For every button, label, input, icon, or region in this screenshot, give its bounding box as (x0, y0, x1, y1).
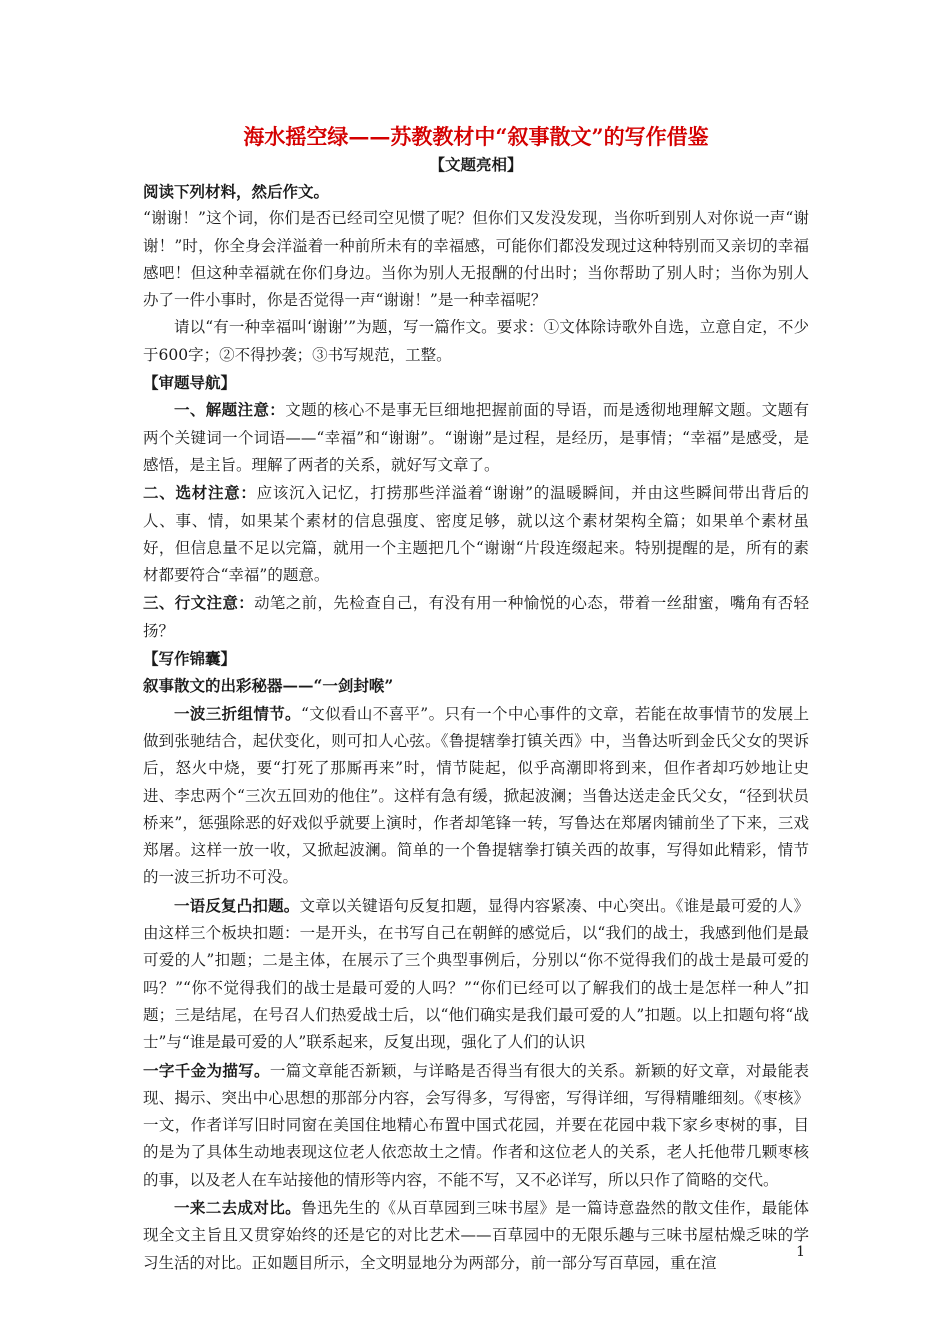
prompt-intro: 阅读下列材料，然后作文。 (143, 182, 330, 201)
material-paragraph: “谢谢！”这个词，你们是否已经司空见惯了呢？但你们又发没发现，当你听到别人对你说一声“谢谢！”时，你全身会洋溢着一种前所未有的幸福感，可能你们都没发现过这种特别而又亲切的幸福感吧！但这种幸福就在你们身边。当你为别人无报酬的付出时；当你帮助了别人时；当你为别人办了一件小事时，你是否觉得一声“谢谢！”是一种幸福呢？ (143, 209, 809, 310)
nav-item-2-text: 应该沉入记忆，打捞那些洋溢着“谢谢”的温暖瞬间，并由这些瞬间带出背后的人、事、情，如果某个素材的信息强度、密度足够，就以这个素材架构全篇；如果单个素材虽好，但信息量不足以完篇，就用一个主题把几个“谢谢“片段连缀起来。特别提醒的是，所有的素材都要符合“幸福”的题意。 (143, 484, 809, 585)
tip-3-label: 一字千金为描写。 (143, 1060, 270, 1080)
tip-3 (143, 1057, 809, 1194)
tip-4 (143, 1194, 809, 1277)
tip-2-text: 文章以关键语句反复扣题，显得内容紧凑、中心突出。《谁是最可爱的人》由这样三个板块扣题：一是开头，在书写自己在朝鲜的感觉后，以“我们的战士，我感到他们是最可爱的人”扣题；二是主体，在展示了三个典型事例后，分别以“你不觉得我们的战士是最可爱的吗？”“你不觉得我们的战士是最可爱的人吗？”“你们已经可以了解我们的战士是怎样一种人”扣题；三是结尾，在号召人们热爱战士后，以“他们确实是我们最可爱的人”扣题。以上扣题句将“战士”与“谁是最可爱的人”联系起来，反复出现，强化了人们的认识 (143, 896, 809, 1052)
nav-item-3 (143, 589, 809, 645)
tip-2-label: 一语反复凸扣题。 (174, 895, 300, 915)
nav-item-2-label: 二、选材注意： (143, 483, 257, 503)
tip-4-text: 鲁迅先生的《从百草园到三味书屋》是一篇诗意盎然的散文佳作，最能体现全文主旨且又贯穿始终的还是它的对比艺术——百草园中的无限乐趣与三味书屋枯燥乏味的学习生活的对比。正如题目所示，全文明显地分为两部分，前一部分写百草园，重在渲 (143, 1198, 809, 1272)
nav-header: 【审题导航】 (143, 373, 237, 393)
tips-header: 【写作锦囊】 (143, 649, 237, 669)
nav-item-3-text: 动笔之前，先检查自己，有没有用一种愉悦的心态，带着一丝甜蜜，嘴角有否轻扬？ (143, 594, 809, 640)
document-title: 海水摇空绿——苏教教材中“叙事散文”的写作借鉴 (243, 124, 709, 149)
tip-1 (143, 700, 809, 892)
topic-header: 【文题亮相】 (429, 155, 523, 174)
nav-item-1-label: 一、解题注意： (174, 400, 286, 420)
document-body (143, 122, 809, 1277)
tip-2 (143, 892, 809, 1057)
requirement-paragraph: 请以“有一种幸福叫‘谢谢’”为题，写一篇作文。要求：①文体除诗歌外自选，立意自定，不少于600字；②不得抄袭；③书写规范，工整。 (143, 318, 809, 364)
nav-item-2 (143, 479, 809, 589)
tips-subtitle: 叙事散文的出彩秘器——“一剑封喉” (143, 676, 394, 696)
nav-item-1-text: 文题的核心不是事无巨细地把握前面的导语，而是透彻地理解文题。文题有两个关键词一个词语——“幸福”和“谢谢”。“谢谢”是过程，是经历，是事情；“幸福”是感受，是感悟，是主旨。理解了两者的关系，就好写文章了。 (143, 401, 809, 474)
nav-item-1 (143, 396, 809, 479)
nav-item-3-label: 三、行文注意： (143, 593, 255, 613)
tip-3-text: 一篇文章能否新颖，与详略是否得当有很大的关系。新颖的好文章，对最能表现、揭示、突出中心思想的那部分内容，会写得多，写得密，写得详细，写得精雕细刻。《枣核》一文，作者详写旧时同窗在美国住地精心布置中国式花园，并要在花园中栽下家乡枣树的事，目的是为了具体生动地表现这位老人依恋故土之情。作者和这位老人的关系，老人托他带几颗枣核的事，以及老人在车站接他的情形等内容，不能不写，又不必详写，所以只作了简略的交代。 (143, 1061, 809, 1189)
tip-1-text: “文似看山不喜平”。只有一个中心事件的文章，若能在故事情节的发展上做到张驰结合，起伏变化，则可扣人心弦。《鲁提辖拳打镇关西》中，当鲁达听到金氏父女的哭诉后，怒火中烧，要“打死了那厮再来”时，情节陡起，似乎高潮即将到来，但作者却巧妙地让史进、李忠两个“三次五回劝的他住”。这样有急有缓，掀起波澜；当鲁达送走金氏父女，“径到状员桥来”，惩强除恶的好戏似乎就要上演时，作者却笔锋一转，写鲁达在郑屠肉铺前坐了下来，三戏郑屠。这样一放一收，又掀起波澜。简单的一个鲁提辖拳打镇关西的故事，写得如此精彩，情节的一波三折功不可没。 (143, 704, 809, 887)
tip-1-label: 一波三折组情节。 (174, 703, 301, 723)
page-number: 1 (796, 1244, 805, 1260)
tip-4-label: 一来二去成对比。 (174, 1197, 302, 1217)
